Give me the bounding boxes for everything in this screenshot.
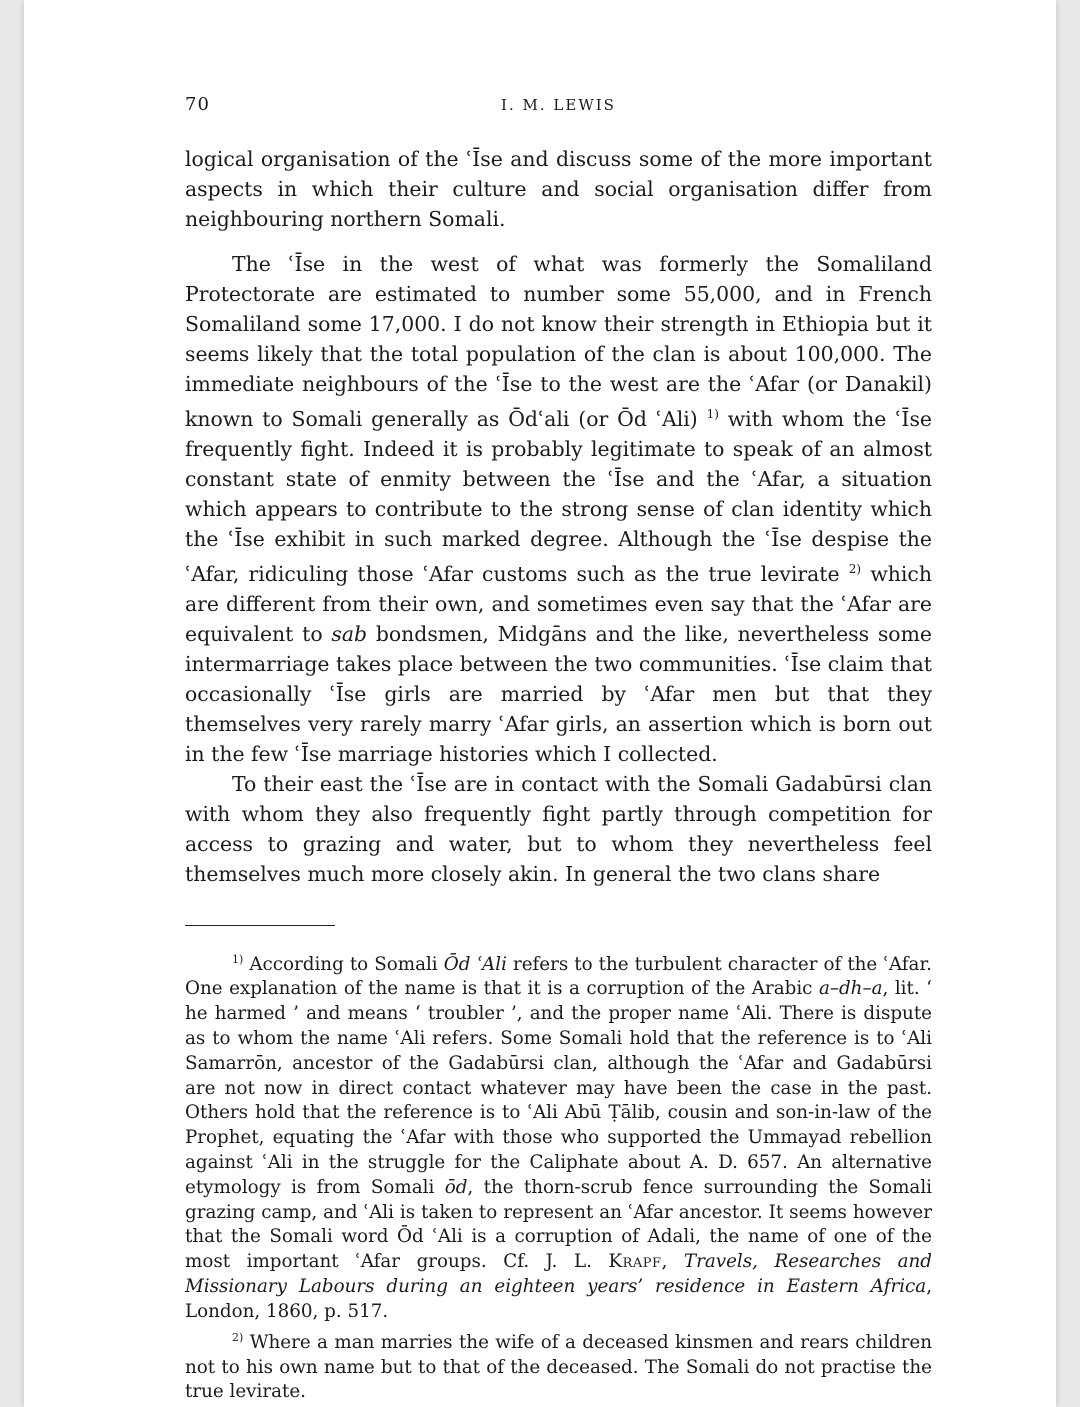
footnote-ref-1[interactable]: 1) — [706, 407, 719, 421]
footnote-2 — [185, 1326, 932, 1405]
paragraph-2-text-b: with whom the ʿĪse frequently fight. Indeed it is probably legitimate to speak of an almost constant state of enmity between the ʿĪse and the ʿAfar, a situation which appears to contribute to the strong sense of clan identity which the ʿĪse exhibit in such marked degree. Although the ʿĪse despise the ʿAfar, ridiculing those ʿAfar customs such as the true levirate — [185, 406, 933, 586]
page-sheet — [24, 0, 1056, 1407]
running-head-author: I. M. LEWIS — [501, 96, 616, 114]
footnote-1-book-title: Travels, Researches and Missionary Labours during an eighteen years’ residence in Eastern Africa — [185, 1251, 933, 1298]
paragraph-2-text-c: which are different from their own, and sometimes even say that the ʿAfar are equivalent to — [185, 561, 932, 646]
footnote-1-text-d: , the thorn-scrub fence surrounding the Somali grazing camp, and ʿAli is taken to represent an ʿAfar ancestor. It seems however that the Somali word Ōd ʿAli is a corruption of Adali, the name of one of the most important ʿAfar groups. Cf. J. L. — [185, 1176, 933, 1273]
footnote-1-odali: Ōd ʿAli — [443, 953, 507, 975]
footnotes — [185, 948, 932, 1406]
running-head — [185, 92, 932, 120]
paragraph-3-text: To their east the ʿĪse are in contact with the Somali Gadabūrsi clan with whom they also frequently fight partly through competition for access to grazing and water, but to whom they nevertheless feel themselves much more closely akin. In general the two clans share — [185, 771, 932, 886]
footnote-2-text: Where a man marries the wife of a deceased kinsmen and rears children not to his own name but to that of the deceased. The Somali do not practise the true levirate. — [185, 1331, 932, 1403]
footnote-1-adha: a–dh–a — [818, 978, 883, 1000]
footnote-1 — [185, 948, 932, 1325]
footnote-1-text-e: , London, 1860, p. 517. — [185, 1276, 932, 1322]
body-text — [185, 144, 932, 889]
footnote-1-krapf: Krapf — [608, 1251, 662, 1273]
footnote-1-od: ōd — [444, 1176, 468, 1198]
footnote-divider — [185, 925, 335, 926]
footnote-1-text-b: refers to the turbulent character of the ʿAfar. One explanation of the name is that it is a corruption of the Arabic — [185, 953, 932, 1000]
page-number: 70 — [185, 94, 210, 115]
footnote-ref-2[interactable]: 2) — [848, 561, 862, 576]
footnote-1-text-c: , lit. ‘ he harmed ’ and means ‘ troubler ’, and the proper name ʿAli. There is dispute as to whom the name ʿAli refers. Some Somali hold that the reference is to ʿAli Samarrōn, ancestor of the Gadabūrsi clan, although the ʿAfar and Gadabūrsi are not now in direct contact whatever may have been the case in the past. Others hold that the reference is to ʿAli Abū Ṭālib, cousin and son-in-law of the Prophet, equating the ʿAfar with those who supported the Ummayad rebellion against ʿAli in the struggle for the Caliphate about A. D. 657. An alternative etymology is from Somali — [185, 978, 932, 1198]
paragraph-2-text-a: The ʿĪse in the west of what was formerly the Somaliland Protectorate are estimated to number some 55,000, and in French Somaliland some 17,000. I do not know their strength in Ethiopia but it seems likely that the total population of the clan is about 100,000. The immediate neighbours of the ʿĪse to the west are the ʿAfar (or Danakil) known to Somali generally as Ōdʿali (or Ōd ʿAli) — [185, 252, 932, 431]
footnote-1-marker: 1) — [232, 952, 244, 966]
paragraph-3 — [185, 769, 932, 889]
page-content — [185, 92, 932, 1405]
footnote-1-text-a: According to Somali — [243, 953, 444, 975]
paragraph-2-sab: sab — [331, 621, 368, 646]
paragraph-2-text-d: bondsmen, Midgāns and the like, nevertheless some intermarriage takes place between the two communities. ʿĪse claim that occasionally ʿĪse girls are married by ʿAfar men but that they themselves very rarely marry ʿAfar girls, an assertion which is born out in the few ʿĪse marriage histories which I collected. — [185, 621, 932, 766]
paragraph-1 — [185, 144, 932, 234]
paragraph-1-text: logical organisation of the ʿĪse and discuss some of the more important aspects in which their culture and social organisation differ from neighbouring northern Somali. — [185, 147, 932, 231]
footnote-1-comma: , — [661, 1251, 684, 1273]
paragraph-2 — [185, 249, 932, 769]
footnote-2-marker: 2) — [232, 1330, 244, 1344]
